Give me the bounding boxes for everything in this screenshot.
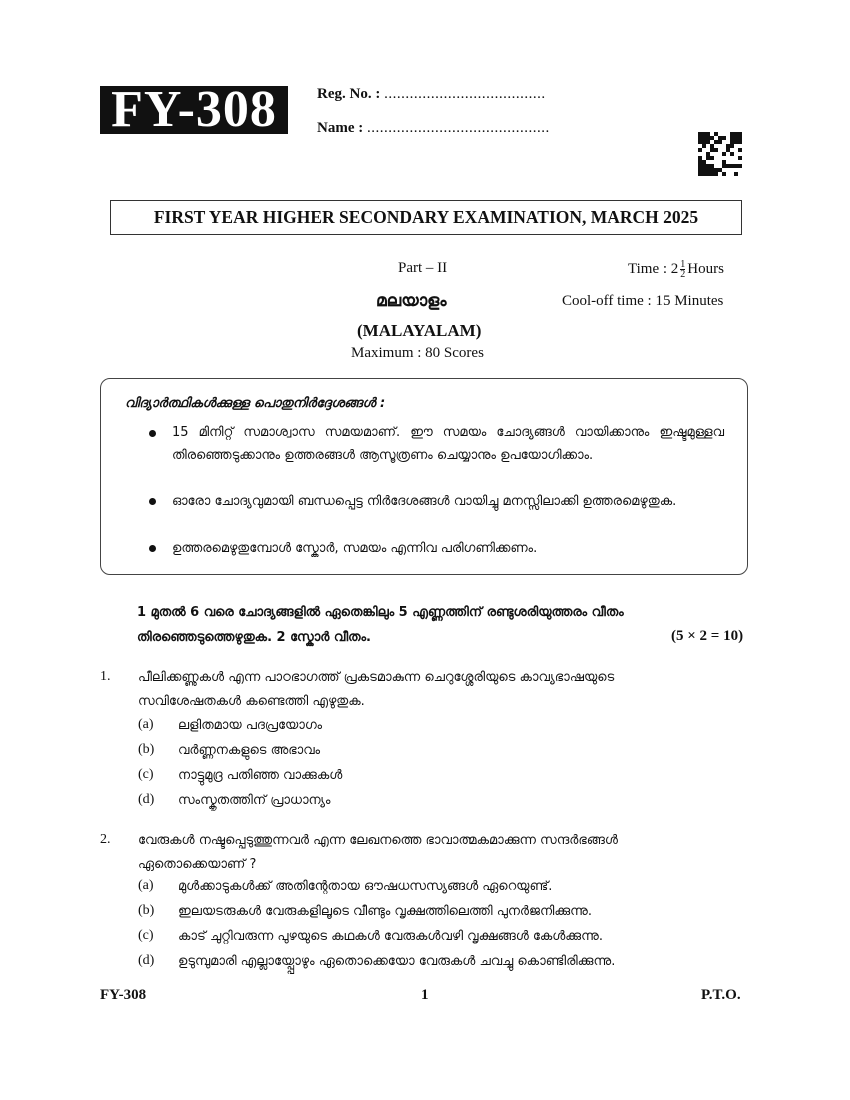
section-marks: (5 × 2 = 10): [671, 628, 744, 644]
bullet-icon: [149, 430, 156, 437]
reg-no-label: Reg. No. :: [317, 86, 381, 102]
option-label: (d): [138, 953, 155, 968]
exam-title: FIRST YEAR HIGHER SECONDARY EXAMINATION, MARCH 2025: [110, 200, 742, 235]
bullet-icon: [149, 545, 156, 552]
question-text-line1: പീലിക്കണ്ണുകൾ എന്ന പാഠഭാഗത്ത് പ്രകടമാകുന്ന ചെറുശ്ശേരിയുടെ കാവ്യഭാഷയുടെ: [138, 670, 615, 685]
option-text: നാട്ടുമുദ്ര പതിഞ്ഞ വാക്കുകൾ: [178, 768, 343, 783]
option-text: വർണ്ണനകളുടെ അഭാവം: [178, 743, 321, 758]
question-text-line2: സവിശേഷതകൾ കണ്ടെത്തി എഴുതുക.: [138, 694, 365, 709]
section-instruction-line1: 1 മുതൽ 6 വരെ ചോദ്യങ്ങളിൽ ഏതെങ്കിലും 5 എണ്ണത്തിന് രണ്ടുശരിയുത്തരം വീതം: [137, 605, 624, 620]
option-text: ലളിതമായ പദപ്രയോഗം: [178, 718, 323, 733]
question-text-line2: ഏതൊക്കെയാണ് ?: [138, 857, 257, 872]
section-instruction-line2: തിരഞ്ഞെടുത്തെഴുതുക. 2 സ്കോർ വീതം.: [137, 630, 371, 645]
option-text: ഇലയടരുകൾ വേരുകളിലൂടെ വീണ്ടും വൃക്ഷത്തിലെത്തി പുനർജനിക്കുന്നു.: [178, 904, 592, 919]
reg-no-blank: ......................................: [384, 86, 546, 102]
option-label: (d): [138, 792, 155, 807]
page-number: 1: [421, 987, 429, 1003]
question-number: 1.: [100, 669, 111, 684]
qr-code: [698, 132, 742, 176]
bullet-icon: [149, 498, 156, 505]
time-info: [628, 260, 724, 279]
option-text: കാട് ചുറ്റിവരുന്ന പുഴയുടെ കഥകൾ വേരുകൾവഴി വൃക്ഷങ്ങൾ കേൾക്കുന്നു.: [178, 929, 603, 944]
option-label: (a): [138, 717, 154, 732]
cooloff-time: Cool-off time : 15 Minutes: [562, 293, 724, 309]
instruction-item: ഓരോ ചോദ്യവുമായി ബന്ധപ്പെട്ട നിർദേശങ്ങൾ വായിച്ചു മനസ്സിലാക്കി ഉത്തരമെഴുതുക.: [172, 494, 677, 509]
question-number: 2.: [100, 832, 111, 847]
time-unit: Hours: [687, 260, 724, 277]
option-text: ഉടുമ്പുമാരി എല്ലായ്പ്പോഴും ഏതൊക്കെയോ വേരുകൾ ചവച്ചു കൊണ്ടിരിക്കുന്നു.: [178, 954, 616, 969]
instructions-title: വിദ്യാർത്ഥികൾക്കുള്ള പൊതുനിർദ്ദേശങ്ങൾ :: [125, 396, 386, 411]
time-fraction: $\frac{1}{2}$: [680, 259, 686, 280]
option-text: മുൾക്കാടുകൾക്ക് അതിന്റേതായ ഔഷധസസ്യങ്ങൾ ഏറെയുണ്ട്.: [178, 879, 553, 894]
instruction-item: 15 മിനിറ്റ് സമാശ്വാസ സമയമാണ്. ഈ സമയം ചോദ്യങ്ങൾ വായിക്കാനും ഇഷ്ടമുള്ളവ തിരഞ്ഞെടുക്കാനും ഉത്തരങ്ങൾ ആസൂത്രണം ചെയ്യാനും ഉപയോഗിക്കാം.: [172, 425, 724, 463]
name-blank: ...........................................: [366, 120, 550, 136]
option-label: (a): [138, 878, 154, 893]
name-field: [317, 120, 550, 137]
reg-no-field: [317, 86, 546, 103]
subject-malayalam: മലയാളം: [376, 291, 447, 311]
footer-code: FY-308: [100, 987, 147, 1003]
pto-label: P.T.O.: [701, 987, 741, 1003]
name-label: Name :: [317, 120, 364, 136]
option-text: സംസ്കൃതത്തിന് പ്രാധാന്യം: [178, 793, 331, 808]
question-text-line1: വേരുകൾ നഷ്ടപ്പെടുത്തുന്നവർ എന്ന ലേഖനത്തെ ഭാവാത്മകമാക്കുന്ന സന്ദർഭങ്ങൾ: [138, 833, 618, 848]
subject-english: (MALAYALAM): [357, 321, 482, 340]
max-score: Maximum : 80 Scores: [351, 345, 484, 361]
instruction-item: ഉത്തരമെഴുതുമ്പോൾ സ്കോർ, സമയം എന്നിവ പരിഗണിക്കണം.: [172, 541, 538, 556]
part-label: Part – II: [398, 260, 448, 276]
option-label: (b): [138, 903, 155, 918]
time-label: Time : 2: [628, 260, 679, 277]
option-label: (b): [138, 742, 155, 757]
paper-code-badge: FY-308: [100, 86, 288, 134]
option-label: (c): [138, 928, 154, 943]
option-label: (c): [138, 767, 154, 782]
